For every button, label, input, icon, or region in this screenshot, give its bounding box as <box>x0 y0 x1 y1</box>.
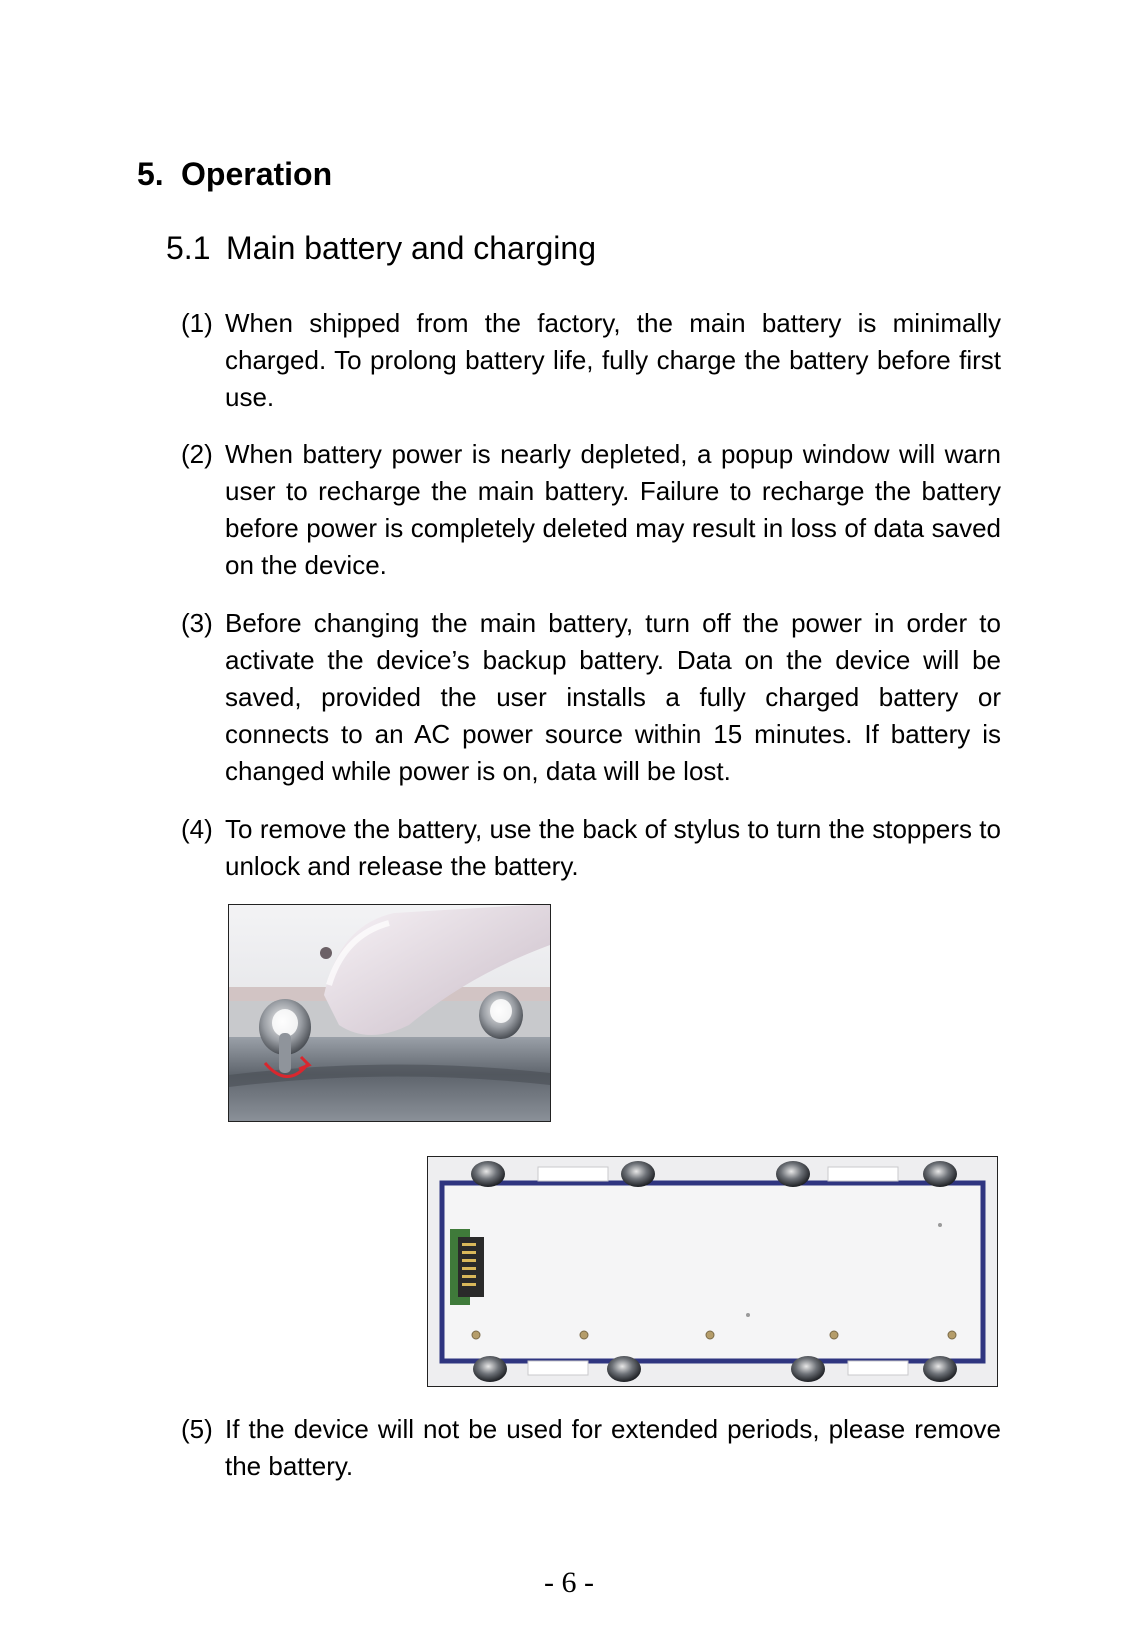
subsection-number: 5.1 <box>166 230 211 266</box>
section-title: Operation <box>181 156 333 192</box>
item-text: When battery power is nearly depleted, a popup window will warn user to recharge the main battery. Failure to recharge the battery before power is completely deleted may result in loss of data saved on the device. <box>225 439 1001 580</box>
stylus-stopper-photo <box>228 904 551 1122</box>
item-number: (1) <box>181 308 213 338</box>
subsection-title: Main battery and charging <box>226 230 596 266</box>
battery-compartment-photo <box>427 1156 998 1387</box>
section-number: 5. <box>137 156 164 192</box>
item-number: (4) <box>181 814 213 844</box>
item-text: When shipped from the factory, the main battery is minimally charged. To prolong battery life, fully charge the battery before first use. <box>225 308 1001 412</box>
list-item-4 <box>181 811 1001 885</box>
page-number: - 6 - <box>544 1566 594 1599</box>
item-number: (2) <box>181 439 213 469</box>
subsection-heading <box>166 230 596 267</box>
list-item-3 <box>181 605 1001 790</box>
item-number: (5) <box>181 1414 213 1444</box>
section-heading <box>137 156 332 193</box>
item-text: If the device will not be used for extended periods, please remove the battery. <box>225 1414 1001 1481</box>
list-item-5 <box>181 1411 1001 1485</box>
item-text: Before changing the main battery, turn off the power in order to activate the device’s backup battery. Data on the device will be saved, provided the user installs a fully charged battery or connects to an AC power source within 15 minutes. If battery is changed while power is on, data will be lost. <box>225 608 1001 786</box>
item-number: (3) <box>181 608 213 638</box>
item-text: To remove the battery, use the back of stylus to turn the stoppers to unlock and release the battery. <box>225 814 1001 881</box>
list-item-2 <box>181 436 1001 584</box>
list-item-1 <box>181 305 1001 416</box>
